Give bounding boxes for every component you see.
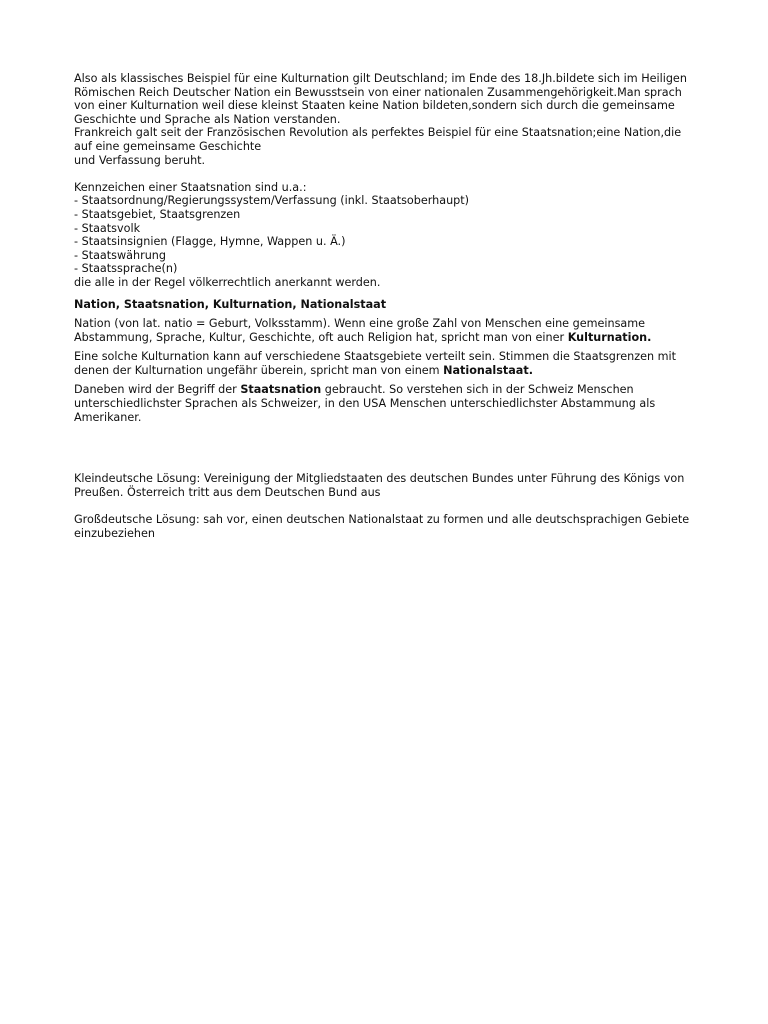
- paragraph-staatsnation-post: gebraucht. So verstehen sich in der Schweiz Menschen unterschiedlichster Sprachen als Schweizer, in den USA Menschen unterschiedlichster Abstammung als Amerikaner.: [74, 383, 656, 424]
- intro-paragraph-staatsnation-line1: Frankreich galt seit der Französischen Revolution als perfektes Beispiel für eine Staatsnation;eine Nation,die auf eine gemeinsame Geschichte: [74, 126, 682, 153]
- list-item: - Staatsvolk: [74, 221, 141, 235]
- list-item: - Staatswährung: [74, 248, 166, 262]
- list-item: - Staatsgebiet, Staatsgrenzen: [74, 207, 241, 221]
- paragraph-nation-text: Nation (von lat. natio = Geburt, Volksstamm). Wenn eine große Zahl von Menschen eine gemeinsame Abstammung, Sprache, Kultur, Geschichte, oft auch Religion hat, spricht man von einer: [74, 317, 646, 344]
- paragraph-nation: [74, 317, 698, 344]
- section-heading: Nation, Staatsnation, Kulturnation, Nationalstaat: [74, 297, 387, 311]
- term-kulturnation: Kulturnation.: [567, 330, 652, 344]
- intro-paragraph-staatsnation-line2: und Verfassung beruht.: [74, 153, 206, 167]
- list-item: - Staatssprache(n): [74, 262, 178, 276]
- intro-paragraph-kulturnation: Also als klassisches Beispiel für eine Kulturnation gilt Deutschland; im Ende des 18.Jh.bildete sich im Heiligen Römischen Reich Deutscher Nation ein Bewusstsein von einer nationalen Zusammengehörigkeit.Man sprach von einer Kulturnation weil diese kleinst Staaten keine Nation bildeten,sondern sich durch die gemeinsame Geschichte und Sprache als Nation verstanden.: [74, 72, 687, 126]
- criteria-list: [74, 194, 698, 276]
- criteria-outro: die alle in der Regel völkerrechtlich anerkannt werden.: [74, 275, 381, 289]
- spacer: [74, 167, 698, 181]
- term-staatsnation: Staatsnation: [240, 383, 322, 397]
- criteria-intro: Kennzeichen einer Staatsnation sind u.a.:: [74, 180, 307, 194]
- paragraph-grossdeutsche-loesung: Großdeutsche Lösung: sah vor, einen deutschen Nationalstaat zu formen und alle deutschsprachigen Gebiete einzubeziehen: [74, 513, 690, 540]
- spacer: [74, 499, 698, 513]
- paragraph-staatsnation-pre: Daneben wird der Begriff der: [74, 383, 241, 397]
- paragraph-nationalstaat-text: Eine solche Kulturnation kann auf verschiedene Staatsgebiete verteilt sein. Stimmen die Staatsgrenzen mit denen der Kulturnation ungefähr überein, spricht man von einem: [74, 350, 677, 377]
- term-nationalstaat: Nationalstaat.: [443, 363, 533, 377]
- list-item: - Staatsordnung/Regierungssystem/Verfassung (inkl. Staatsoberhaupt): [74, 194, 470, 208]
- spacer: [74, 424, 698, 472]
- document-page: [74, 72, 698, 540]
- list-item: - Staatsinsignien (Flagge, Hymne, Wappen u. Ä.): [74, 235, 346, 249]
- paragraph-nationalstaat: [74, 350, 698, 377]
- paragraph-kleindeutsche-loesung: Kleindeutsche Lösung: Vereinigung der Mitgliedstaaten des deutschen Bundes unter Führung des Königs von Preußen. Österreich tritt aus dem Deutschen Bund aus: [74, 472, 685, 499]
- paragraph-staatsnation: [74, 383, 698, 424]
